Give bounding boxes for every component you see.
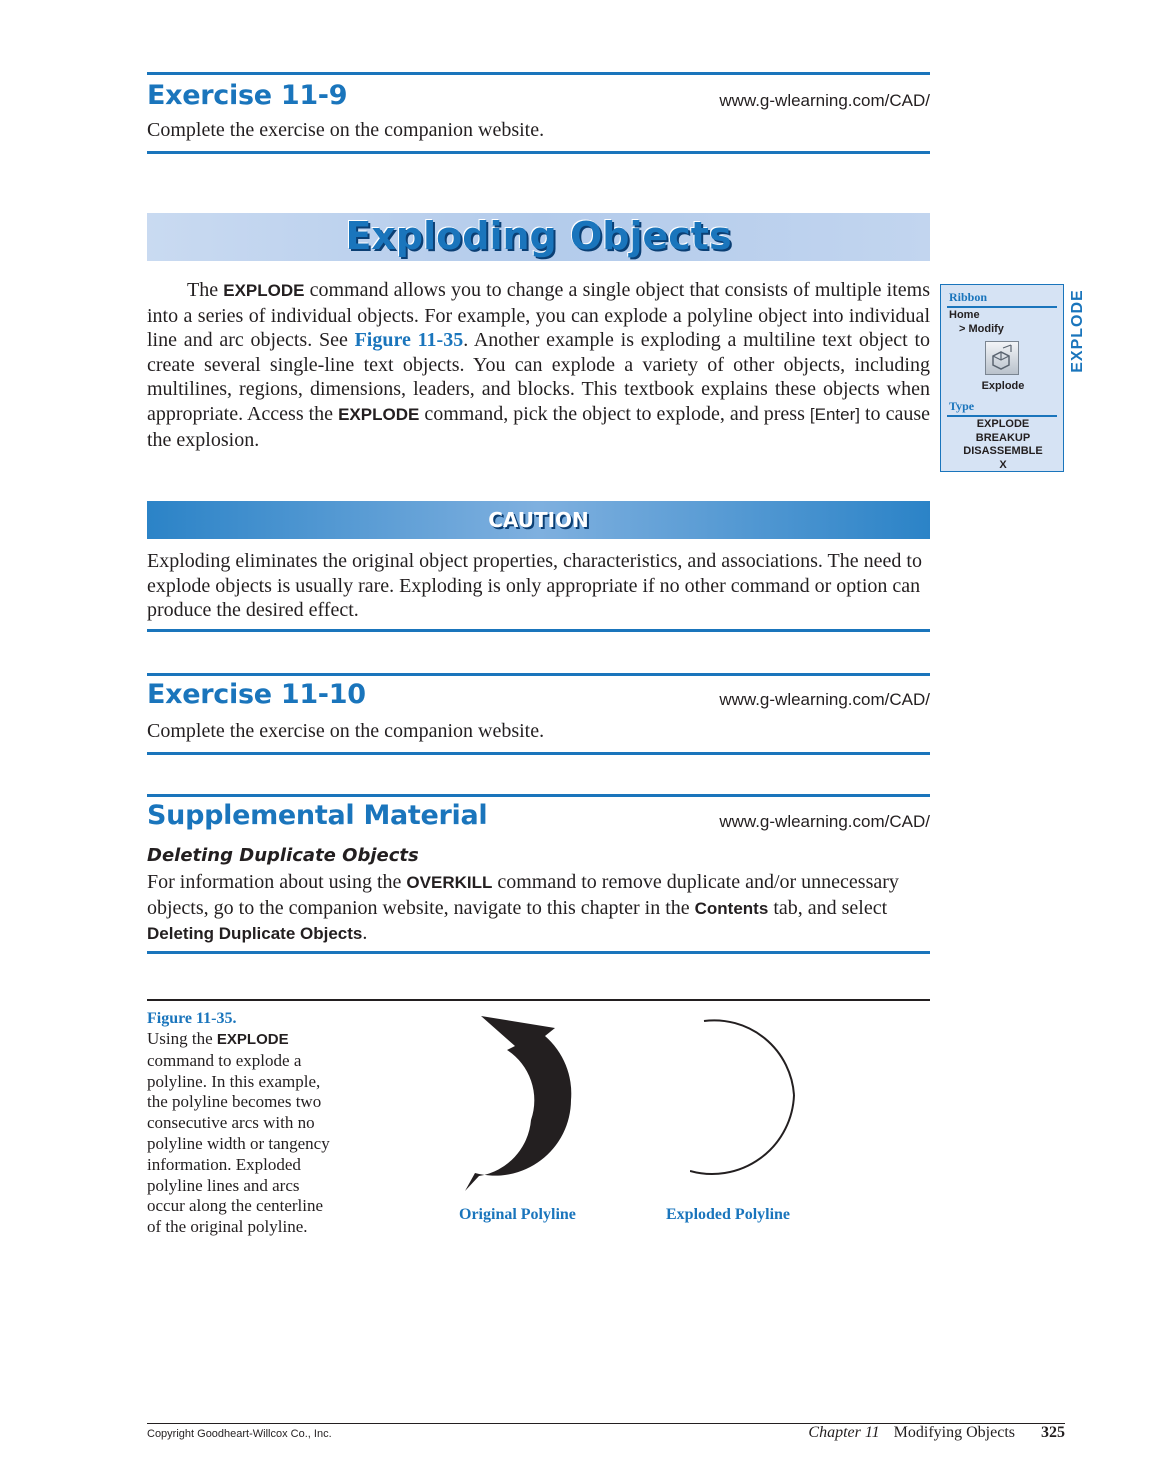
exercise-9-text: Complete the exercise on the companion website. — [147, 119, 545, 141]
footer-chapter-number: Chapter 11 — [808, 1424, 880, 1441]
contents-tab: Contents — [694, 898, 769, 918]
explode-icon-label: Explode — [981, 380, 1025, 392]
caution-text: Exploding eliminates the original object properties, characteristics, and associations. The need to explode objects is usually rare. Exploding is only appropriate if no other command or option can produce the desired effect. — [147, 550, 922, 622]
type-commands — [941, 418, 1065, 472]
original-polyline-drawing — [445, 1008, 605, 1198]
side-command-label: EXPLODE — [1069, 289, 1086, 373]
footer-copyright: Copyright Goodheart-Willcox Co., Inc. — [147, 1428, 332, 1440]
supplemental-title: Supplemental Material — [147, 800, 488, 831]
explode-command: EXPLODE — [223, 281, 305, 300]
exercise-10-top-rule — [147, 673, 930, 676]
ribbon-divider — [947, 306, 1057, 308]
section-heading: Exploding Objects — [345, 214, 732, 258]
exercise-10-text: Complete the exercise on the companion website. — [147, 720, 545, 742]
type-command: DISASSEMBLE — [963, 445, 1043, 457]
body-paragraph: The EXPLODE command allows you to change a single object that consists of multiple items into a series of individual objects. For example, you can explode a polyline object into individual line and arc objects. See Figure 11-35. Another example is exploding a multiline text object to create several single-line text objects. You can explode a variety of other objects, including multilines, regions, dimensions, leaders, and blocks. This textbook explains these objects when appropriate. Access the EXPLODE command, pick the object to explode, and press [Enter] to cause the explosion. — [147, 279, 931, 451]
page-number: 325 — [1041, 1424, 1065, 1441]
footer-chapter — [808, 1424, 1065, 1442]
figure-caption: Using the EXPLODE command to explode a polyline. In this example, the polyline becomes two consecutive arcs with no polyline width or tangency information. Exploded polyline lines and arcs occur along the centerline of the original polyline. — [147, 1029, 330, 1237]
exercise-9-top-rule — [147, 72, 930, 75]
exercise-10-bottom-rule — [147, 752, 930, 755]
original-polyline-arc — [465, 1016, 571, 1191]
caution-bottom-rule — [147, 629, 930, 632]
section-heading-banner — [147, 213, 930, 261]
enter-key: [Enter] — [809, 404, 860, 424]
exercise-10-title: Exercise 11-10 — [147, 679, 366, 710]
footer-chapter-title: Modifying Objects — [893, 1424, 1015, 1441]
overkill-command: OVERKILL — [406, 873, 493, 892]
exploded-polyline-drawing — [690, 1015, 810, 1185]
command-access-box — [940, 284, 1064, 472]
type-divider — [947, 415, 1057, 417]
explode-icon-glyph — [986, 342, 1018, 374]
exploded-polyline-label: Exploded Polyline — [666, 1206, 791, 1223]
supplemental-top-rule — [147, 794, 930, 797]
figure-explode-command: EXPLODE — [216, 1031, 289, 1048]
type-command: EXPLODE — [976, 418, 1030, 430]
original-polyline-label: Original Polyline — [459, 1206, 576, 1223]
exercise-9-url[interactable]: www.g-wlearning.com/CAD/ — [719, 91, 930, 110]
supplemental-text: For information about using the OVERKILL command to remove duplicate and/or unnecessary objects, go to the companion website, navigate to this chapter in the Contents tab, and select Deleting Duplicate Objects. — [147, 871, 899, 945]
type-command: BREAKUP — [975, 431, 1031, 444]
ribbon-home-tab[interactable]: Home — [949, 309, 980, 321]
supplemental-subtitle: Deleting Duplicate Objects — [147, 845, 419, 866]
caution-banner — [147, 501, 930, 539]
ribbon-modify-panel[interactable]: > Modify — [959, 323, 1004, 335]
figure-reference-link[interactable]: Figure 11-35 — [354, 329, 464, 352]
figure-top-rule — [147, 999, 930, 1001]
explode-command-2: EXPLODE — [338, 404, 420, 424]
exercise-10-url[interactable]: www.g-wlearning.com/CAD/ — [719, 690, 930, 709]
type-label: Type — [949, 399, 975, 413]
supplemental-url[interactable]: www.g-wlearning.com/CAD/ — [719, 812, 930, 831]
figure-number: Figure 11-35. — [147, 1010, 237, 1027]
type-command: X — [999, 458, 1007, 471]
explode-icon[interactable] — [985, 341, 1019, 375]
exercise-9-title: Exercise 11-9 — [147, 80, 348, 111]
exploded-arc-1 — [704, 1020, 794, 1095]
exercise-9-bottom-rule — [147, 151, 930, 154]
supplemental-bottom-rule — [147, 951, 930, 954]
exploded-arc-2 — [690, 1095, 794, 1174]
deleting-duplicate-objects-link[interactable]: Deleting Duplicate Objects — [147, 924, 363, 944]
ribbon-label: Ribbon — [949, 290, 988, 304]
caution-title: CAUTION — [488, 508, 589, 532]
